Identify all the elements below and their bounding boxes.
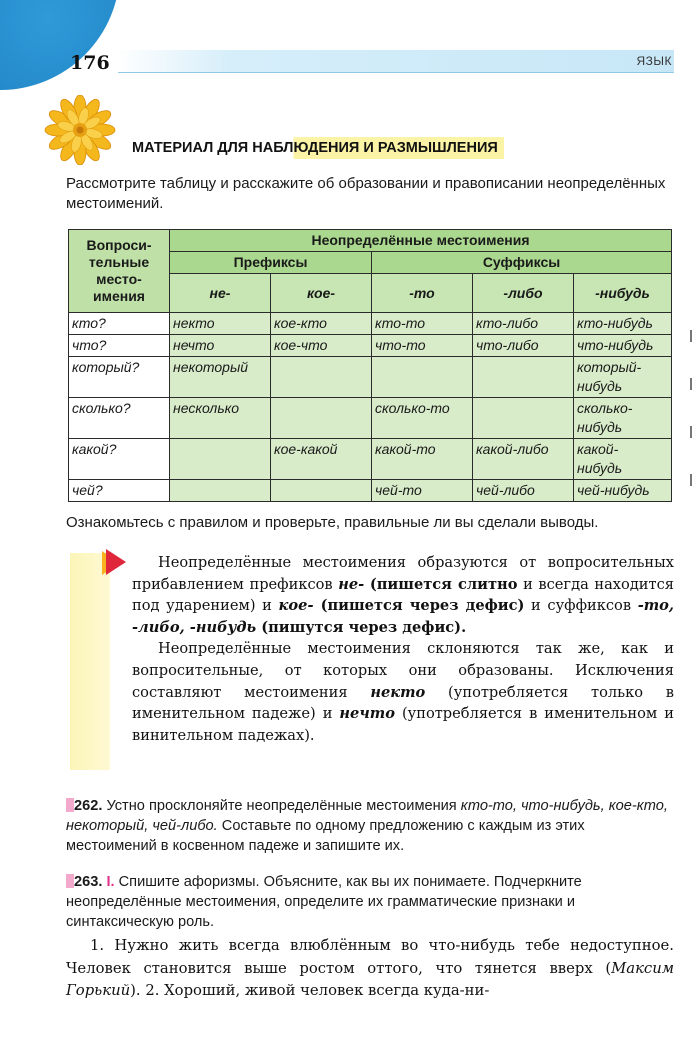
pronoun-cell: кое-какой xyxy=(271,439,372,480)
question-word-cell: который? xyxy=(69,357,170,398)
pronoun-cell: что-то xyxy=(372,335,473,357)
aphorisms-text: 1. Нужно жить всегда влюблённым во что-нибудь тебе недоступное. Человек становится выше ростом оттого, что тянется вверх (Максим Горький). 2. Хороший, живой человек всегда куда-ни- xyxy=(66,937,674,999)
pronoun-cell: кое-кто xyxy=(271,313,372,335)
question-word-cell: сколько? xyxy=(69,398,170,439)
pronoun-cell: несколько xyxy=(170,398,271,439)
pronoun-cell xyxy=(271,480,372,502)
check-instruction: Ознакомьтесь с правилом и проверьте, правильные ли вы сделали выводы. xyxy=(66,514,599,531)
pronoun-cell: который- нибудь xyxy=(574,357,672,398)
rule-paragraph-2: Неопределённые местоимения склоняются так же, как и вопросительные, от которых они образованы. Исключения составляют местоимения некто (употребляется только в именительном падеже) и нечто (употребляется в именительном и винительном падежах). xyxy=(132,640,674,744)
exercise-263: 263. I. Спишите афоризмы. Объясните, как вы их понимаете. Подчеркните неопределённые местоимения, определите их грамматические признаки и синтаксическую роль. xyxy=(66,874,582,930)
pronoun-cell: какой-либо xyxy=(473,439,574,480)
pronoun-cell: чей-то xyxy=(372,480,473,502)
pronoun-cell: что-нибудь xyxy=(574,335,672,357)
question-word-cell: какой? xyxy=(69,439,170,480)
pronoun-cell: что-либо xyxy=(473,335,574,357)
pronoun-cell: кто-то xyxy=(372,313,473,335)
exercise-marker xyxy=(66,874,74,888)
table-row xyxy=(69,335,672,357)
column-header: -нибудь xyxy=(574,274,672,313)
section-title xyxy=(128,137,504,159)
question-word-cell: что? xyxy=(69,335,170,357)
pronoun-cell xyxy=(473,398,574,439)
question-word-cell: чей? xyxy=(69,480,170,502)
column-header: -то xyxy=(372,274,473,313)
rule-paragraph-1: Неопределённые местоимения образуются от вопросительных прибавлением префиксов не- (пишется слитно и всегда находится под ударением) и кое- (пишется через дефис) и суффиксов -то, -либо, -нибудь (пишутся через дефис). xyxy=(132,554,675,636)
pronoun-cell: чей-нибудь xyxy=(574,480,672,502)
rule-box xyxy=(132,552,674,746)
pronoun-cell xyxy=(372,357,473,398)
pronoun-table xyxy=(68,229,672,502)
pronoun-cell: нечто xyxy=(170,335,271,357)
pronoun-cell: сколько-то xyxy=(372,398,473,439)
table-row xyxy=(69,439,672,480)
intro-text: Рассмотрите таблицу и расскажите об образовании и правописании неопределённых местоимений. xyxy=(66,175,666,212)
page-edge-marks xyxy=(690,330,696,522)
exercise-262: 262. Устно просклоняйте неопределённые местоимения кто-то, что-нибудь, кое-кто, некоторый, чей-либо. Составьте по одному предложению с каждым из этих местоимений в косвенном падеже и запишите их. xyxy=(66,798,668,854)
table-row xyxy=(69,357,672,398)
pronoun-cell: кто-либо xyxy=(473,313,574,335)
section-title-highlight: НАБЛЮДЕНИЯ И РАЗМЫШЛЕНИЯ xyxy=(252,140,498,156)
pronoun-cell: кое-что xyxy=(271,335,372,357)
pronoun-cell: некоторый xyxy=(170,357,271,398)
pronoun-cell: какой- нибудь xyxy=(574,439,672,480)
corner-header: Вопроси- тельные место- имения xyxy=(69,230,170,313)
question-word-cell: кто? xyxy=(69,313,170,335)
pronoun-cell: какой-то xyxy=(372,439,473,480)
column-header: кое- xyxy=(271,274,372,313)
pronoun-cell: некто xyxy=(170,313,271,335)
column-header: не- xyxy=(170,274,271,313)
page-number: 176 xyxy=(70,52,110,74)
column-header: -либо xyxy=(473,274,574,313)
prefixes-header: Префиксы xyxy=(170,252,372,274)
section-title-plain: МАТЕРИАЛ ДЛЯ xyxy=(132,140,253,156)
table-row xyxy=(69,313,672,335)
header-band xyxy=(118,50,674,73)
table-row xyxy=(69,398,672,439)
main-header: Неопределённые местоимения xyxy=(170,230,672,252)
rule-sidebar xyxy=(70,553,110,770)
flower-icon xyxy=(44,95,116,165)
exercise-marker xyxy=(66,798,74,812)
pronoun-cell xyxy=(271,398,372,439)
pronoun-cell: сколько- нибудь xyxy=(574,398,672,439)
rule-arrow-icon xyxy=(106,549,126,575)
corner-decoration xyxy=(0,0,120,90)
table-row xyxy=(69,480,672,502)
pronoun-cell xyxy=(271,357,372,398)
pronoun-cell xyxy=(473,357,574,398)
suffixes-header: Суффиксы xyxy=(372,252,672,274)
running-head: ЯЗЫК xyxy=(636,54,672,68)
pronoun-cell xyxy=(170,480,271,502)
pronoun-cell xyxy=(170,439,271,480)
pronoun-cell: кто-нибудь xyxy=(574,313,672,335)
pronoun-cell: чей-либо xyxy=(473,480,574,502)
